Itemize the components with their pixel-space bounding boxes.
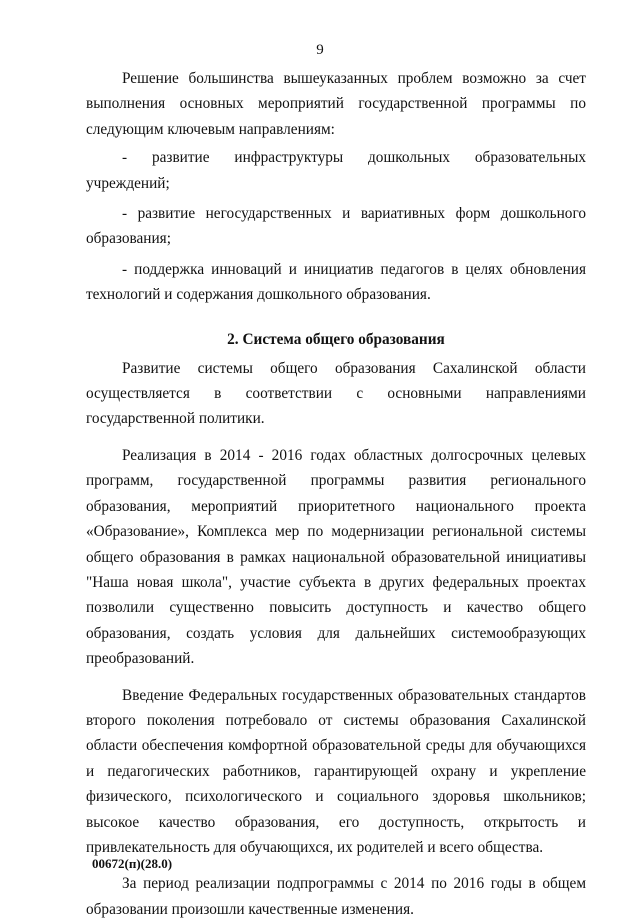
paragraph-development: Развитие системы общего образования Сахалинской области осуществляется в соответствии с основными направлениями государственной политики. — [86, 359, 586, 428]
list-item-nonstate-forms: - развитие негосударственных и вариативных форм дошкольного образования; — [86, 205, 586, 248]
paragraph-standards: Введение Федеральных государственных образовательных стандартов второго поколения потребовало от системы образования Сахалинской области обеспечения комфортной образовательной среды для обучающихся и педагогических работников, гарантирующей охрану и укрепление физического, психологического и социального здоровья школьников; высокое качество образования, его доступность, открытость и привлекательность для обучающихся, их родителей и всего общества. — [86, 686, 586, 856]
paragraph-period: За период реализации подпрограммы с 2014 по 2016 годы в общем образовании произошли качественные изменения. — [86, 875, 586, 918]
page-number: 9 — [316, 42, 324, 58]
page-content — [86, 66, 586, 922]
paragraph-implementation: Реализация в 2014 - 2016 годах областных долгосрочных целевых программ, государственной программы развития регионального образования, мероприятий приоритетного национального проекта «Образование», Комплекса мер по модернизации региональной системы общего образования в рамках национальной образовательной инициативы "Наша новая школа", участие субъекта в других федеральных проектах позволили существенно повысить доступность и качество общего образования, создать условия для дальнейших системообразующих преобразований. — [86, 446, 586, 668]
paragraph-intro: Решение большинства вышеуказанных проблем возможно за счет выполнения основных мероприятий государственной программы по следующим ключевым направлениям: — [86, 70, 586, 138]
list-item-infrastructure: - развитие инфраструктуры дошкольных образовательных учреждений; — [86, 149, 586, 192]
document-code: 00672(п)(28.0) — [92, 856, 173, 871]
list-item-innovation-support: - поддержка инноваций и инициатив педагогов в целях обновления технологий и содержания дошкольного образования. — [86, 260, 586, 304]
section-heading: 2. Система общего образования — [227, 330, 445, 348]
